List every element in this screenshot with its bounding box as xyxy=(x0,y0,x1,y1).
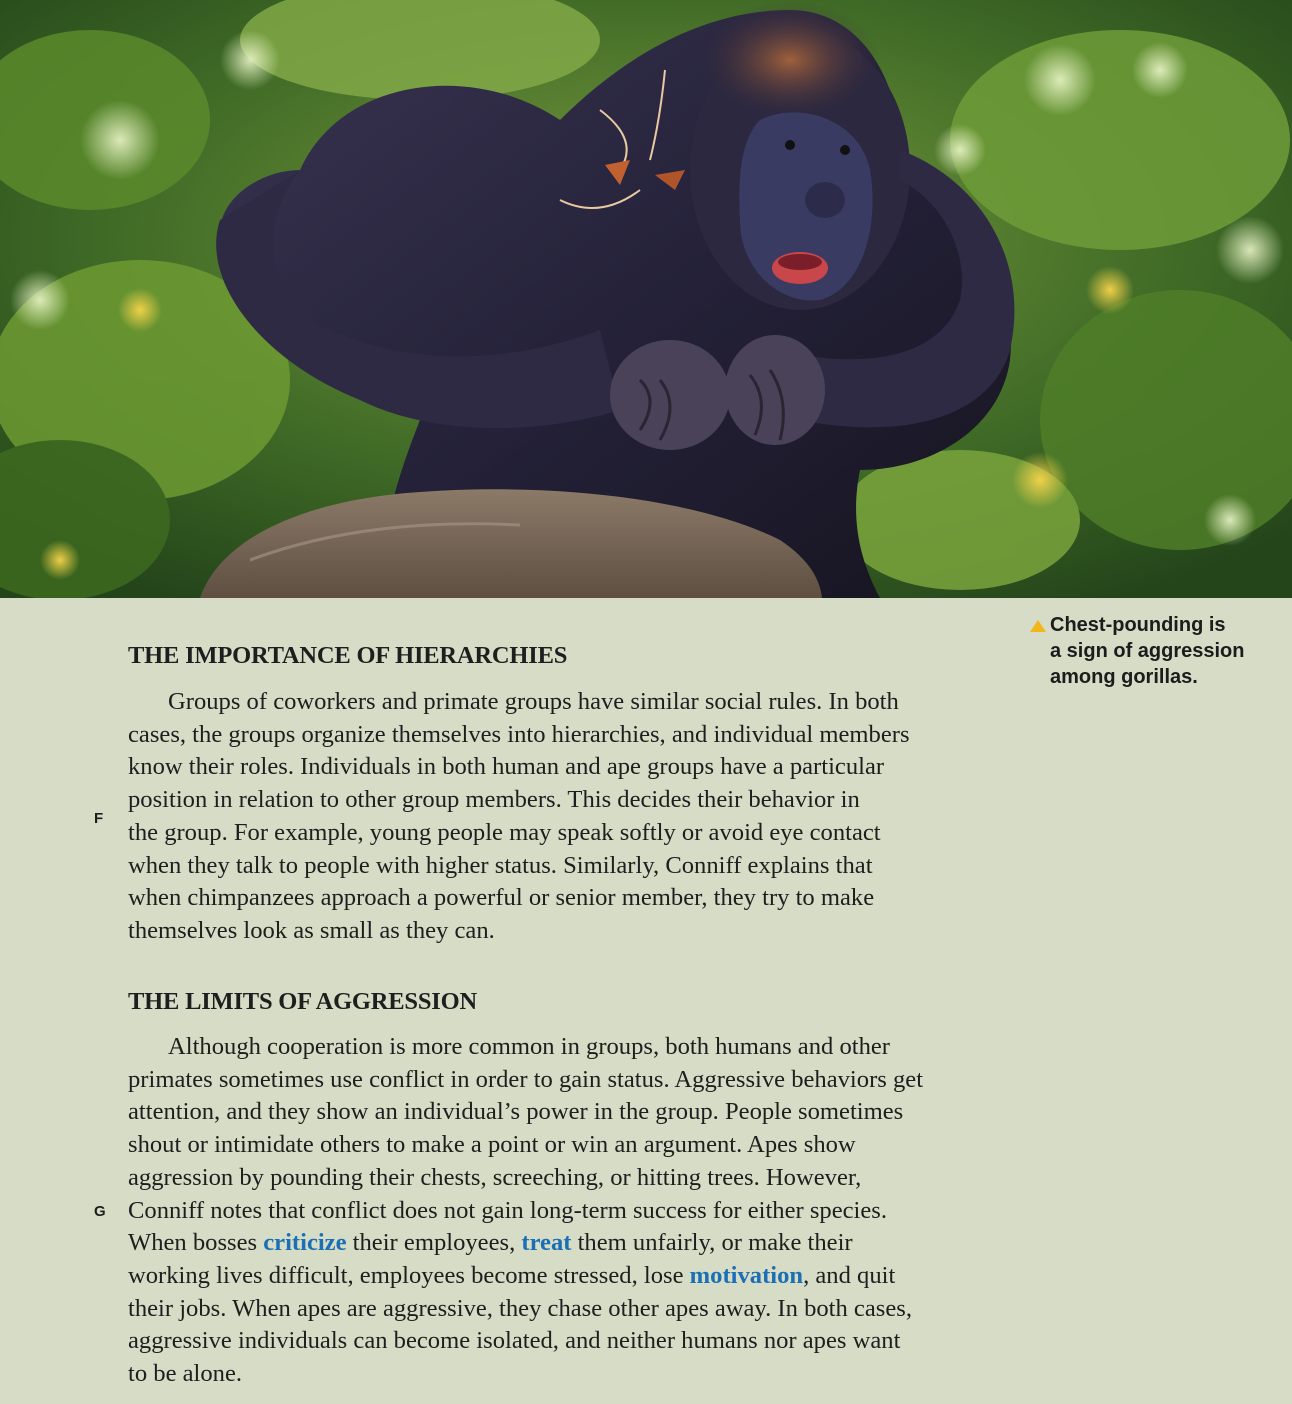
text-line: to be alone. xyxy=(128,1360,243,1388)
text-line: Although cooperation is more common in groups, both humans and other xyxy=(168,1033,890,1060)
paragraph-marker-f: F xyxy=(94,810,104,827)
text-line: when they talk to people with higher status. Similarly, Conniff explains that xyxy=(128,851,873,879)
text-line: primates sometimes use conflict in order to gain status. Aggressive behaviors get xyxy=(128,1065,924,1093)
caption-line: Chest-pounding is xyxy=(1050,614,1226,636)
text-line xyxy=(128,1260,1028,1293)
text-line: cases, the groups organize themselves into hierarchies, and individual members xyxy=(128,720,910,748)
text-line: aggressive individuals can become isolated, and neither humans nor apes want xyxy=(128,1327,901,1355)
paragraph-aggression xyxy=(128,1031,1028,1391)
gorilla-photo xyxy=(0,0,1292,598)
text-segment: their employees, xyxy=(346,1229,522,1257)
text-segment: them unfairly, or make their xyxy=(571,1229,853,1257)
section-heading-aggression: THE LIMITS OF AGGRESSION xyxy=(128,988,477,1015)
text-segment: working lives difficult, employees become stressed, lose xyxy=(128,1261,690,1289)
section-heading-hierarchies: THE IMPORTANCE OF HIERARCHIES xyxy=(128,642,568,669)
text-line: aggression by pounding their chests, screeching, or hitting trees. However, xyxy=(128,1163,862,1191)
caption-line: a sign of aggression xyxy=(1050,640,1245,662)
vocab-word-treat[interactable]: treat xyxy=(521,1229,572,1257)
text-line: their jobs. When apes are aggressive, they chase other apes away. In both cases, xyxy=(128,1294,912,1322)
text-line: shout or intimidate others to make a point or win an argument. Apes show xyxy=(128,1131,856,1159)
text-segment: When bosses xyxy=(128,1229,264,1257)
text-line xyxy=(128,1227,1028,1260)
photo-caption xyxy=(1030,612,1280,690)
paragraph-marker-g: G xyxy=(94,1203,106,1220)
text-line: position in relation to other group members. This decides their behavior in xyxy=(128,786,860,814)
text-line: know their roles. Individuals in both human and ape groups have a particular xyxy=(128,753,885,781)
vocab-word-criticize[interactable]: criticize xyxy=(263,1229,347,1257)
text-line: themselves look as small as they can. xyxy=(128,916,495,944)
text-line: attention, and they show an individual’s power in the group. People sometimes xyxy=(128,1098,904,1126)
vocab-word-motivation[interactable]: motivation xyxy=(689,1261,804,1289)
text-line: Conniff notes that conflict does not gain long-term success for either species. xyxy=(128,1196,888,1224)
caption-line: among gorillas. xyxy=(1050,666,1198,688)
caption-triangle-icon xyxy=(1030,620,1046,632)
text-line: Groups of coworkers and primate groups have similar social rules. In both xyxy=(168,688,899,715)
text-line: the group. For example, young people may speak softly or avoid eye contact xyxy=(128,818,881,846)
text-segment: , and quit xyxy=(803,1261,896,1289)
paragraph-hierarchies xyxy=(128,686,1028,948)
text-line: when chimpanzees approach a powerful or senior member, they try to make xyxy=(128,884,875,912)
